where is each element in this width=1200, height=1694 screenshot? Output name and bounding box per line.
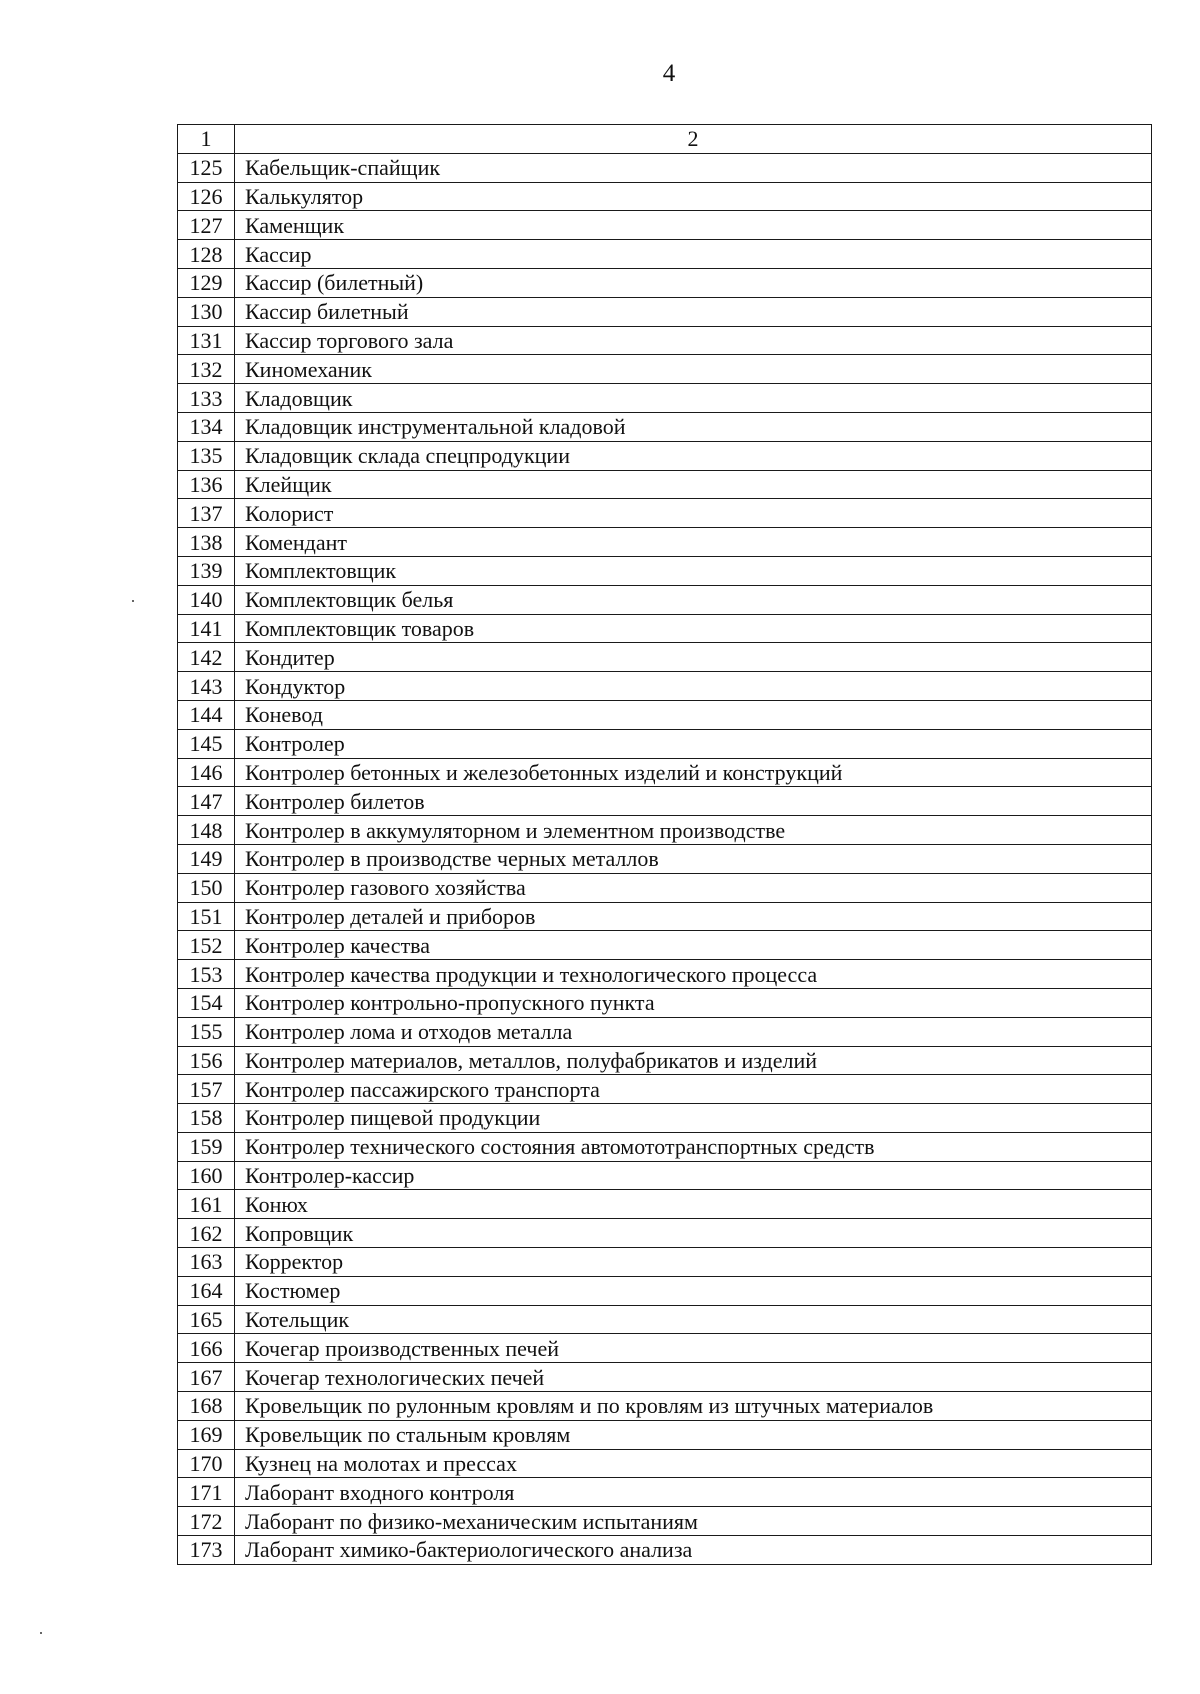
- profession-name: Конюх: [235, 1190, 1152, 1219]
- profession-name: Котельщик: [235, 1305, 1152, 1334]
- profession-name: Контролер пищевой продукции: [235, 1104, 1152, 1133]
- table-row: [178, 1334, 1152, 1363]
- profession-name: Кочегар производственных печей: [235, 1334, 1152, 1363]
- table-row: [178, 672, 1152, 701]
- profession-name: Кровельщик по рулонным кровлям и по кровлям из штучных материалов: [235, 1392, 1152, 1421]
- profession-name: Копровщик: [235, 1219, 1152, 1248]
- row-number: 168: [178, 1392, 235, 1421]
- profession-name: Кассир билетный: [235, 297, 1152, 326]
- table-row: [178, 643, 1152, 672]
- profession-name: Контролер бетонных и железобетонных изделий и конструкций: [235, 758, 1152, 787]
- table-row: [178, 1363, 1152, 1392]
- table-row: [178, 1017, 1152, 1046]
- row-number: 162: [178, 1219, 235, 1248]
- table-row: [178, 470, 1152, 499]
- table-row: [178, 902, 1152, 931]
- row-number: 148: [178, 816, 235, 845]
- row-number: 172: [178, 1507, 235, 1536]
- profession-name: Контролер качества: [235, 931, 1152, 960]
- table-row: [178, 1392, 1152, 1421]
- row-number: 137: [178, 499, 235, 528]
- page-number: 4: [662, 60, 676, 87]
- table-row: [178, 412, 1152, 441]
- profession-name: Комплектовщик: [235, 556, 1152, 585]
- row-number: 161: [178, 1190, 235, 1219]
- table-row: [178, 153, 1152, 182]
- table-row: [178, 1478, 1152, 1507]
- table-row: [178, 499, 1152, 528]
- row-number: 171: [178, 1478, 235, 1507]
- row-number: 136: [178, 470, 235, 499]
- professions-table: [177, 124, 1152, 1565]
- table-row: [178, 528, 1152, 557]
- table-row: [178, 1104, 1152, 1133]
- row-number: 126: [178, 182, 235, 211]
- row-number: 154: [178, 988, 235, 1017]
- profession-name: Контролер газового хозяйства: [235, 873, 1152, 902]
- table-row: [178, 1132, 1152, 1161]
- table-row: [178, 556, 1152, 585]
- table-row: [178, 1075, 1152, 1104]
- profession-name: Комендант: [235, 528, 1152, 557]
- profession-name: Контролер билетов: [235, 787, 1152, 816]
- row-number: 160: [178, 1161, 235, 1190]
- profession-name: Кассир (билетный): [235, 268, 1152, 297]
- table-row: [178, 1449, 1152, 1478]
- table-row: [178, 729, 1152, 758]
- column-header-number: 1: [178, 125, 235, 154]
- row-number: 152: [178, 931, 235, 960]
- row-number: 133: [178, 384, 235, 413]
- table-row: [178, 960, 1152, 989]
- row-number: 125: [178, 153, 235, 182]
- row-number: 146: [178, 758, 235, 787]
- row-number: 138: [178, 528, 235, 557]
- row-number: 153: [178, 960, 235, 989]
- row-number: 165: [178, 1305, 235, 1334]
- profession-name: Киномеханик: [235, 355, 1152, 384]
- profession-name: Контролер технического состояния автомототранспортных средств: [235, 1132, 1152, 1161]
- row-number: 169: [178, 1420, 235, 1449]
- profession-name: Кузнец на молотах и прессах: [235, 1449, 1152, 1478]
- table-row: [178, 268, 1152, 297]
- table-row: [178, 1420, 1152, 1449]
- profession-name: Кочегар технологических печей: [235, 1363, 1152, 1392]
- row-number: 144: [178, 700, 235, 729]
- profession-name: Калькулятор: [235, 182, 1152, 211]
- profession-name: Клейщик: [235, 470, 1152, 499]
- table-row: [178, 931, 1152, 960]
- row-number: 129: [178, 268, 235, 297]
- row-number: 134: [178, 412, 235, 441]
- table-row: [178, 1536, 1152, 1565]
- table-row: [178, 326, 1152, 355]
- table-row: [178, 585, 1152, 614]
- table-row: [178, 182, 1152, 211]
- table-row: [178, 211, 1152, 240]
- table-row: [178, 844, 1152, 873]
- table-row: [178, 816, 1152, 845]
- table-row: [178, 1219, 1152, 1248]
- table-row: [178, 614, 1152, 643]
- profession-name: Кондуктор: [235, 672, 1152, 701]
- row-number: 156: [178, 1046, 235, 1075]
- row-number: 150: [178, 873, 235, 902]
- table-row: [178, 1248, 1152, 1277]
- table-row: [178, 1161, 1152, 1190]
- profession-name: Кладовщик: [235, 384, 1152, 413]
- profession-name: Кабельщик-спайщик: [235, 153, 1152, 182]
- table-row: [178, 988, 1152, 1017]
- profession-name: Кладовщик инструментальной кладовой: [235, 412, 1152, 441]
- profession-name: Контролер: [235, 729, 1152, 758]
- table-row: [178, 700, 1152, 729]
- row-number: 158: [178, 1104, 235, 1133]
- table-row: [178, 240, 1152, 269]
- row-number: 131: [178, 326, 235, 355]
- row-number: 151: [178, 902, 235, 931]
- row-number: 139: [178, 556, 235, 585]
- table-row: [178, 1190, 1152, 1219]
- row-number: 145: [178, 729, 235, 758]
- row-number: 147: [178, 787, 235, 816]
- table-row: [178, 1046, 1152, 1075]
- profession-name: Лаборант по физико-механическим испытаниям: [235, 1507, 1152, 1536]
- scan-speck: [40, 1632, 42, 1634]
- profession-name: Комплектовщик товаров: [235, 614, 1152, 643]
- table-row: [178, 441, 1152, 470]
- table-row: [178, 1305, 1152, 1334]
- row-number: 143: [178, 672, 235, 701]
- profession-name: Контролер-кассир: [235, 1161, 1152, 1190]
- profession-name: Корректор: [235, 1248, 1152, 1277]
- row-number: 155: [178, 1017, 235, 1046]
- profession-name: Колорист: [235, 499, 1152, 528]
- row-number: 164: [178, 1276, 235, 1305]
- row-number: 132: [178, 355, 235, 384]
- row-number: 130: [178, 297, 235, 326]
- column-header-name: 2: [235, 125, 1152, 154]
- table-row: [178, 873, 1152, 902]
- row-number: 141: [178, 614, 235, 643]
- profession-name: Комплектовщик белья: [235, 585, 1152, 614]
- row-number: 149: [178, 844, 235, 873]
- row-number: 163: [178, 1248, 235, 1277]
- profession-name: Кровельщик по стальным кровлям: [235, 1420, 1152, 1449]
- profession-name: Контролер в аккумуляторном и элементном производстве: [235, 816, 1152, 845]
- profession-name: Контролер материалов, металлов, полуфабрикатов и изделий: [235, 1046, 1152, 1075]
- profession-name: Каменщик: [235, 211, 1152, 240]
- row-number: 157: [178, 1075, 235, 1104]
- row-number: 142: [178, 643, 235, 672]
- profession-name: Кассир: [235, 240, 1152, 269]
- profession-name: Кондитер: [235, 643, 1152, 672]
- profession-name: Лаборант входного контроля: [235, 1478, 1152, 1507]
- profession-name: Кладовщик склада спецпродукции: [235, 441, 1152, 470]
- row-number: 167: [178, 1363, 235, 1392]
- scan-speck: [132, 600, 134, 602]
- table-row: [178, 384, 1152, 413]
- table-row: [178, 787, 1152, 816]
- profession-name: Кассир торгового зала: [235, 326, 1152, 355]
- profession-name: Контролер в производстве черных металлов: [235, 844, 1152, 873]
- profession-name: Контролер пассажирского транспорта: [235, 1075, 1152, 1104]
- profession-name: Коневод: [235, 700, 1152, 729]
- table-header-row: [178, 125, 1152, 154]
- table-row: [178, 355, 1152, 384]
- row-number: 170: [178, 1449, 235, 1478]
- row-number: 135: [178, 441, 235, 470]
- table-row: [178, 758, 1152, 787]
- profession-name: Контролер качества продукции и технологического процесса: [235, 960, 1152, 989]
- profession-name: Лаборант химико-бактериологического анализа: [235, 1536, 1152, 1565]
- profession-name: Контролер деталей и приборов: [235, 902, 1152, 931]
- table-row: [178, 297, 1152, 326]
- row-number: 127: [178, 211, 235, 240]
- table-row: [178, 1276, 1152, 1305]
- profession-name: Контролер лома и отходов металла: [235, 1017, 1152, 1046]
- row-number: 166: [178, 1334, 235, 1363]
- row-number: 128: [178, 240, 235, 269]
- profession-name: Костюмер: [235, 1276, 1152, 1305]
- row-number: 140: [178, 585, 235, 614]
- table-row: [178, 1507, 1152, 1536]
- profession-name: Контролер контрольно-пропускного пункта: [235, 988, 1152, 1017]
- row-number: 159: [178, 1132, 235, 1161]
- row-number: 173: [178, 1536, 235, 1565]
